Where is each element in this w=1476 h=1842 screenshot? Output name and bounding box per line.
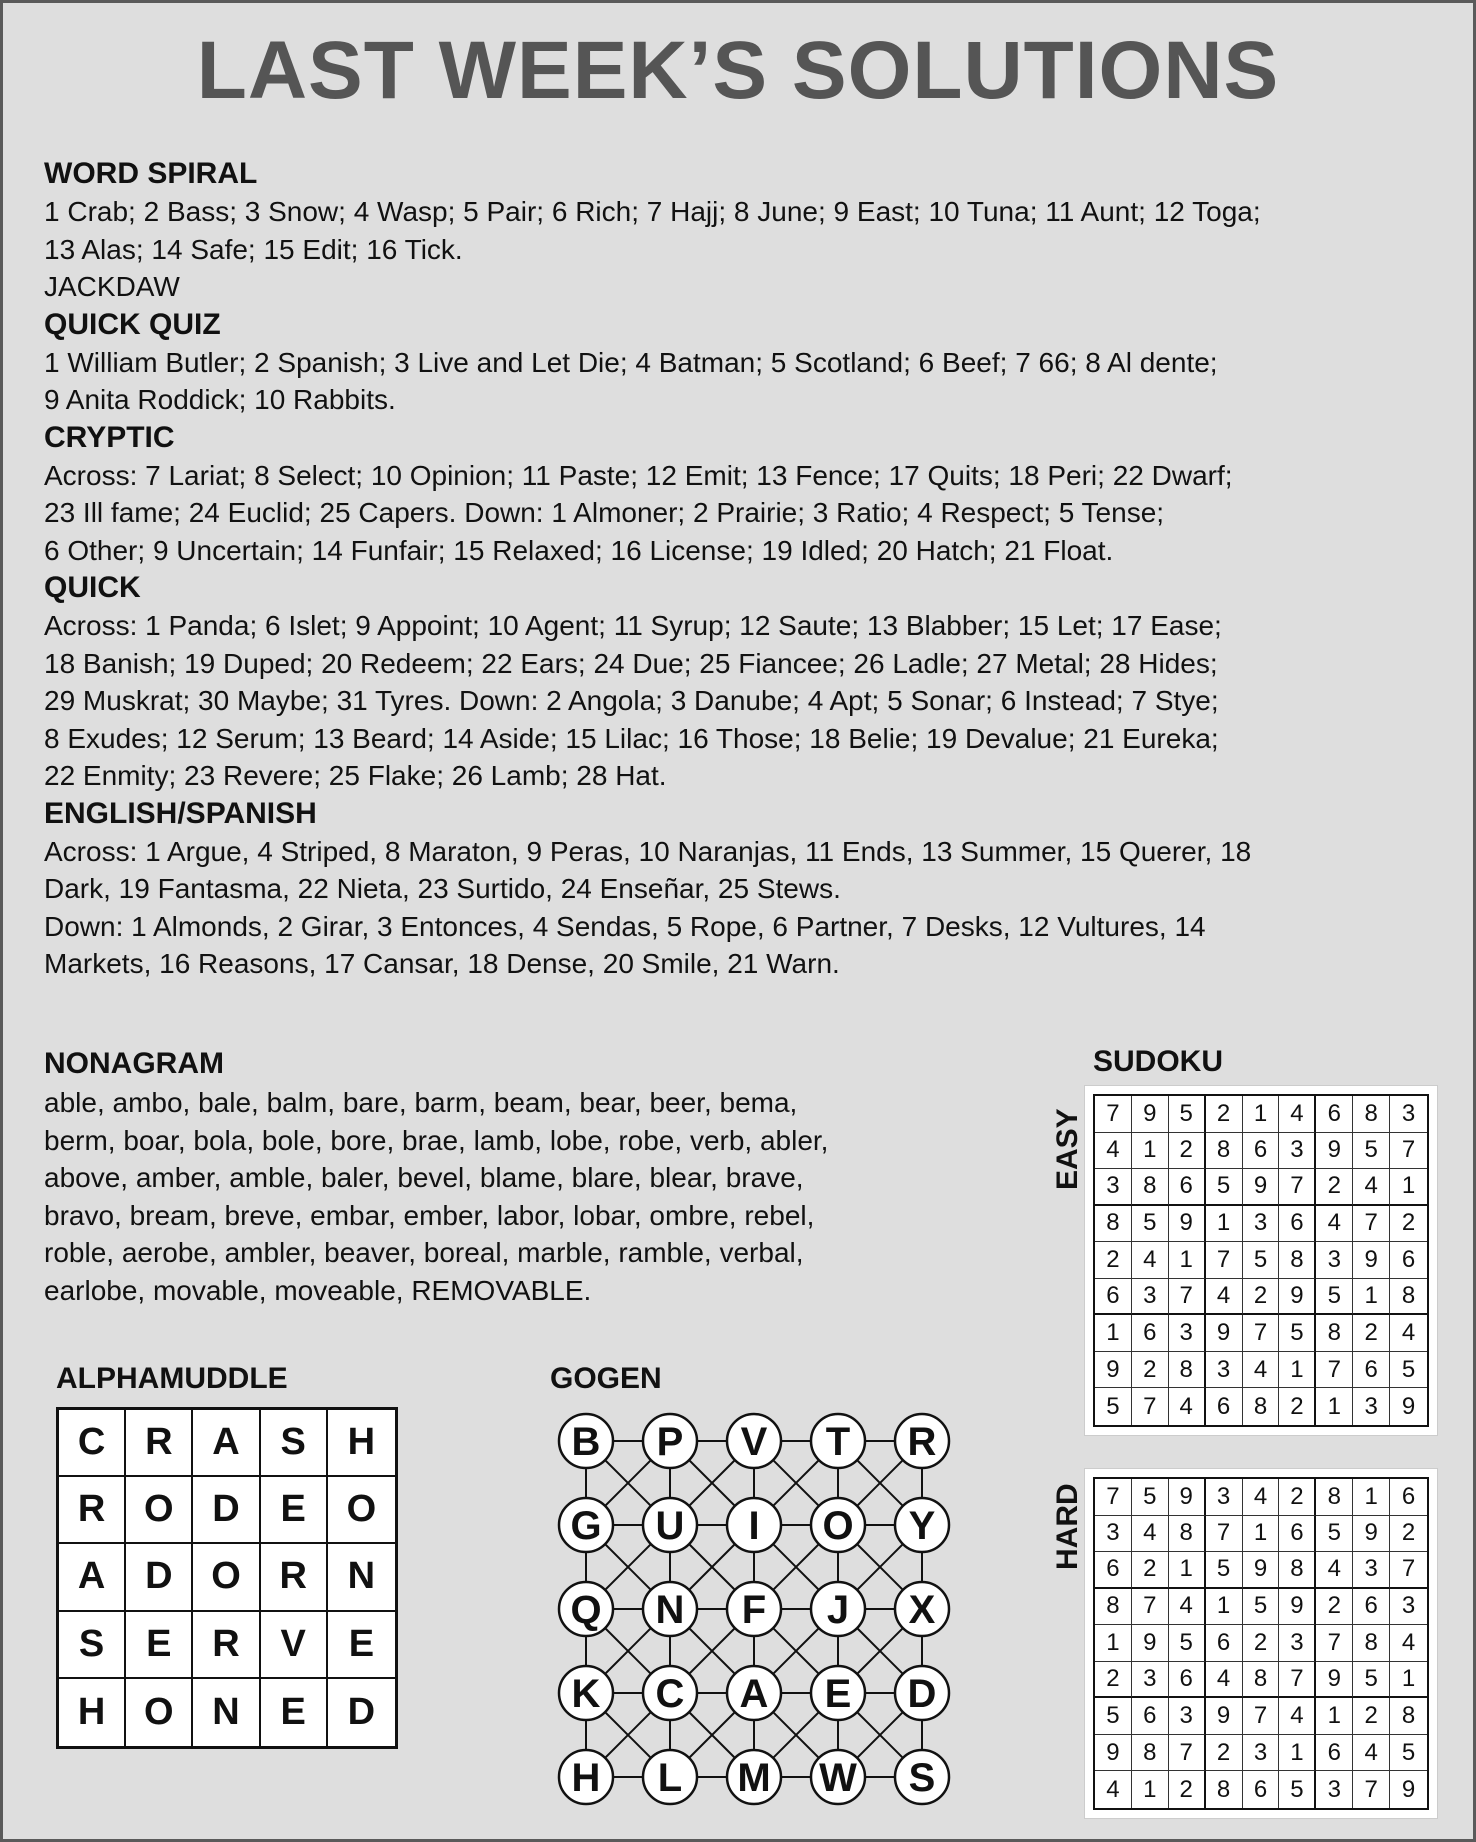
section-heading: ENGLISH/SPANISH	[44, 796, 317, 830]
alphamuddle-cell: R	[59, 1477, 126, 1544]
sudoku-cell: 9	[1132, 1096, 1169, 1133]
sudoku-cell: 5	[1169, 1625, 1206, 1662]
sudoku-cell: 1	[1316, 1388, 1353, 1425]
sudoku-cell: 5	[1353, 1133, 1390, 1170]
section-line: Down: 1 Almonds, 2 Girar, 3 Entonces, 4 Sendas, 5 Rope, 6 Partner, 7 Desks, 12 Vultures, 14	[44, 910, 1206, 942]
sudoku-cell: 2	[1243, 1279, 1280, 1316]
sudoku-cell: 7	[1095, 1479, 1132, 1516]
sudoku-cell: 7	[1095, 1096, 1132, 1133]
section-line: 6 Other; 9 Uncertain; 14 Funfair; 15 Relaxed; 16 License; 19 Idled; 20 Hatch; 21 Float.	[44, 534, 1114, 566]
section-line: JACKDAW	[44, 271, 180, 302]
sudoku-cell: 8	[1095, 1589, 1132, 1626]
sudoku-cell: 1	[1095, 1625, 1132, 1662]
sudoku-cell: 6	[1095, 1552, 1132, 1589]
sudoku-cell: 7	[1132, 1589, 1169, 1626]
sudoku-cell: 1	[1169, 1552, 1206, 1589]
sudoku-cell: 3	[1206, 1479, 1243, 1516]
gogen-heading: GOGEN	[550, 1362, 662, 1395]
gogen-letter: J	[826, 1588, 850, 1632]
sudoku-cell: 7	[1279, 1169, 1316, 1206]
alphamuddle-cell: R	[261, 1544, 328, 1611]
sudoku-cell: 1	[1206, 1589, 1243, 1626]
sudoku-cell: 3	[1095, 1169, 1132, 1206]
sudoku-cell: 1	[1169, 1242, 1206, 1279]
sudoku-cell: 1	[1243, 1096, 1280, 1133]
hard-label: HARD	[1051, 1483, 1084, 1570]
gogen-letter: I	[748, 1504, 760, 1548]
alphamuddle-cell: A	[59, 1544, 126, 1611]
alphamuddle-cell: R	[193, 1612, 260, 1679]
section-line: Across: 1 Panda; 6 Islet; 9 Appoint; 10 Agent; 11 Syrup; 12 Saute; 13 Blabber; 15 Let; 17 Ease;	[44, 610, 1222, 641]
sudoku-hard	[1085, 1469, 1437, 1818]
section-line: 1 William Butler; 2 Spanish; 3 Live and Let Die; 4 Batman; 5 Scotland; 6 Beef; 7 66; 8 Al dente;	[44, 346, 1218, 378]
alphamuddle-grid	[56, 1407, 398, 1749]
alphamuddle-cell: E	[261, 1679, 328, 1746]
sudoku-cell: 1	[1390, 1662, 1427, 1699]
section-line: 8 Exudes; 12 Serum; 13 Beard; 14 Aside; 15 Lilac; 16 Those; 18 Belie; 19 Devalue; 21 Eureka;	[44, 722, 1219, 754]
sudoku-cell: 4	[1095, 1771, 1132, 1808]
sudoku-cell: 2	[1243, 1625, 1280, 1662]
sudoku-cell: 7	[1390, 1133, 1427, 1170]
nonagram-line: bravo, bream, breve, embar, ember, labor, lobar, ombre, rebel,	[44, 1199, 815, 1231]
alphamuddle-cell: V	[261, 1612, 328, 1679]
section-line: Across: 7 Lariat; 8 Select; 10 Opinion; 11 Paste; 12 Emit; 13 Fence; 17 Quits; 18 Peri; 22 Dwarf;	[44, 459, 1233, 491]
sudoku-cell: 4	[1316, 1552, 1353, 1589]
sudoku-cell: 9	[1243, 1552, 1280, 1589]
sudoku-cell: 2	[1390, 1516, 1427, 1553]
sudoku-cell: 5	[1316, 1516, 1353, 1553]
alphamuddle-cell: E	[126, 1612, 193, 1679]
sudoku-cell: 4	[1206, 1662, 1243, 1699]
sudoku-cell: 7	[1353, 1206, 1390, 1243]
sudoku-cell: 6	[1390, 1242, 1427, 1279]
sudoku-cell: 3	[1243, 1206, 1280, 1243]
sudoku-cell: 4	[1279, 1698, 1316, 1735]
gogen-letter: P	[656, 1420, 684, 1464]
section-line: Markets, 16 Reasons, 17 Cansar, 18 Dense, 20 Smile, 21 Warn.	[44, 948, 840, 979]
gogen-letter: S	[908, 1756, 936, 1800]
sudoku-cell: 3	[1206, 1352, 1243, 1389]
nonagram-line: above, amber, amble, baler, bevel, blame, blare, blear, brave,	[44, 1162, 804, 1193]
sudoku-cell: 9	[1095, 1352, 1132, 1389]
gogen-letter: V	[740, 1420, 768, 1464]
nonagram-line: able, ambo, bale, balm, bare, barm, beam, bear, beer, bema,	[44, 1087, 798, 1118]
sudoku-cell: 9	[1206, 1698, 1243, 1735]
section-line: 29 Muskrat; 30 Maybe; 31 Tyres. Down: 2 Angola; 3 Danube; 4 Apt; 5 Sonar; 6 Instead; 7 Stye;	[44, 685, 1219, 716]
nonagram-line: berm, boar, bola, bole, bore, brae, lamb, lobe, robe, verb, abler,	[44, 1124, 829, 1156]
sudoku-cell: 1	[1390, 1169, 1427, 1206]
sudoku-cell: 9	[1401, 1392, 1416, 1420]
sudoku-cell: 8	[1095, 1206, 1132, 1243]
sudoku-cell: 6	[1279, 1516, 1316, 1553]
section-heading: QUICK	[44, 571, 141, 604]
alphamuddle-cell: N	[328, 1544, 395, 1611]
sudoku-cell: 7	[1169, 1735, 1206, 1772]
sudoku-cell: 3	[1279, 1133, 1316, 1170]
sudoku-cell: 7	[1243, 1698, 1280, 1735]
sudoku-cell: 9	[1316, 1133, 1353, 1170]
gogen-letter: N	[655, 1588, 685, 1632]
sudoku-cell: 9	[1243, 1169, 1280, 1206]
alphamuddle-cell: H	[59, 1679, 126, 1746]
sudoku-cell: 4	[1390, 1315, 1427, 1352]
sudoku-cell: 3	[1353, 1552, 1390, 1589]
sudoku-cell: 9	[1095, 1735, 1132, 1772]
sudoku-cell: 9	[1353, 1242, 1390, 1279]
sudoku-cell: 9	[1169, 1479, 1206, 1516]
sudoku-cell: 2	[1353, 1698, 1390, 1735]
gogen-letter: Q	[570, 1588, 602, 1632]
alphamuddle-cell: O	[126, 1679, 193, 1746]
sudoku-cell: 7	[1316, 1352, 1353, 1389]
sudoku-cell: 5	[1206, 1169, 1243, 1206]
sudoku-cell: 2	[1169, 1133, 1206, 1170]
gogen-letter: E	[824, 1672, 852, 1716]
sudoku-cell: 9	[1132, 1625, 1169, 1662]
sudoku-cell: 8	[1279, 1552, 1316, 1589]
alphamuddle-cell: N	[193, 1679, 260, 1746]
sudoku-cell: 4	[1169, 1589, 1206, 1626]
sudoku-cell: 6	[1390, 1479, 1427, 1516]
section-line: 22 Enmity; 23 Revere; 25 Flake; 26 Lamb; 28 Hat.	[44, 760, 667, 791]
sudoku-cell: 8	[1206, 1133, 1243, 1170]
sudoku-cell: 8	[1316, 1315, 1353, 1352]
sudoku-cell: 7	[1206, 1242, 1243, 1279]
alphamuddle-cell: A	[193, 1410, 260, 1477]
sudoku-cell: 8	[1243, 1388, 1280, 1425]
sudoku-cell: 5	[1243, 1242, 1280, 1279]
sudoku-cell: 3	[1316, 1242, 1353, 1279]
sudoku-cell: 4	[1243, 1352, 1280, 1389]
section-heading: CRYPTIC	[44, 420, 175, 454]
sudoku-cell: 6	[1243, 1771, 1280, 1808]
alphamuddle-cell: D	[347, 1690, 376, 1733]
sudoku-cell: 1	[1095, 1315, 1132, 1352]
sudoku-cell: 6	[1095, 1279, 1132, 1316]
sudoku-cell: 6	[1132, 1698, 1169, 1735]
sudoku-cell: 4	[1132, 1516, 1169, 1553]
sudoku-cell: 2	[1279, 1388, 1316, 1425]
section-line: 23 Ill fame; 24 Euclid; 25 Capers. Down: 1 Almoner; 2 Prairie; 3 Ratio; 4 Respect; 5 Tense;	[44, 497, 1165, 528]
sudoku-easy	[1085, 1086, 1437, 1435]
sudoku-cell: 2	[1390, 1206, 1427, 1243]
sudoku-cell: 2	[1169, 1771, 1206, 1808]
sudoku-cell: 6	[1316, 1096, 1353, 1133]
sudoku-cell: 3	[1390, 1096, 1427, 1133]
gogen-letter: B	[571, 1420, 601, 1464]
sudoku-cell: 6	[1353, 1352, 1390, 1389]
section-heading: WORD SPIRAL	[44, 157, 258, 190]
section-line: 9 Anita Roddick; 10 Rabbits.	[44, 384, 396, 415]
sudoku-cell: 4	[1243, 1479, 1280, 1516]
section-line: Across: 1 Argue, 4 Striped, 8 Maraton, 9 Peras, 10 Naranjas, 11 Ends, 13 Summer, 15 Querer, 18	[44, 835, 1252, 867]
sudoku-cell: 2	[1095, 1242, 1132, 1279]
sudoku-cell: 5	[1095, 1388, 1132, 1425]
sudoku-cell: 6	[1279, 1206, 1316, 1243]
sudoku-cell: 3	[1243, 1735, 1280, 1772]
sudoku-cell: 7	[1316, 1625, 1353, 1662]
sudoku-cell: 6	[1206, 1388, 1243, 1425]
sudoku-cell: 8	[1169, 1516, 1206, 1553]
sudoku-cell: 5	[1243, 1589, 1280, 1626]
sudoku-cell: 8	[1243, 1662, 1280, 1699]
sudoku-cell: 8	[1206, 1771, 1243, 1808]
sudoku-cell: 5	[1316, 1279, 1353, 1316]
sudoku-cell: 4	[1132, 1242, 1169, 1279]
sudoku-cell: 7	[1206, 1516, 1243, 1553]
sudoku-cell: 9	[1206, 1315, 1243, 1352]
sudoku-cell: 9	[1316, 1662, 1353, 1699]
sudoku-cell: 7	[1390, 1552, 1427, 1589]
alphamuddle-cell: H	[328, 1410, 395, 1477]
sudoku-cell: 3	[1132, 1279, 1169, 1316]
sudoku-cell: 9	[1279, 1279, 1316, 1316]
easy-label: EASY	[1051, 1108, 1084, 1190]
sudoku-cell: 8	[1390, 1698, 1427, 1735]
nonagram-heading: NONAGRAM	[44, 1047, 224, 1080]
sudoku-cell: 1	[1132, 1133, 1169, 1170]
gogen-letter: F	[741, 1588, 767, 1632]
gogen-letter: G	[570, 1504, 602, 1548]
sudoku-cell: 1	[1206, 1206, 1243, 1243]
sudoku-cell: 6	[1243, 1133, 1280, 1170]
sudoku-cell: 5	[1390, 1352, 1427, 1389]
sudoku-cell: 2	[1132, 1552, 1169, 1589]
sudoku-cell: 8	[1390, 1279, 1427, 1316]
sudoku-cell: 5	[1206, 1552, 1243, 1589]
sudoku-cell: 1	[1316, 1698, 1353, 1735]
sudoku-cell: 3	[1095, 1516, 1132, 1553]
gogen-letter: L	[657, 1756, 683, 1800]
sudoku-cell: 3	[1353, 1388, 1390, 1425]
sudoku-cell: 9	[1279, 1589, 1316, 1626]
gogen-letter: R	[907, 1420, 937, 1464]
sudoku-cell: 7	[1132, 1388, 1169, 1425]
gogen-letter: Y	[908, 1504, 936, 1548]
sudoku-cell: 2	[1095, 1662, 1132, 1699]
gogen-letter: D	[907, 1672, 937, 1716]
gogen-letter: T	[825, 1420, 851, 1464]
sudoku-cell: 5	[1132, 1479, 1169, 1516]
sudoku-cell: 4	[1169, 1388, 1206, 1425]
sudoku-cell: 5	[1169, 1096, 1206, 1133]
sudoku-cell: 2	[1206, 1096, 1243, 1133]
sudoku-cell: 8	[1353, 1625, 1390, 1662]
sudoku-cell: 1	[1279, 1735, 1316, 1772]
sudoku-cell: 5	[1353, 1662, 1390, 1699]
sudoku-cell: 9	[1401, 1775, 1416, 1803]
sudoku-cell: 4	[1279, 1096, 1316, 1133]
sudoku-cell: 4	[1353, 1735, 1390, 1772]
sudoku-cell: 5	[1279, 1771, 1316, 1808]
section-heading: QUICK QUIZ	[44, 307, 221, 341]
sudoku-cell: 1	[1353, 1479, 1390, 1516]
sudoku-cell: 2	[1132, 1352, 1169, 1389]
sudoku-cell: 5	[1095, 1698, 1132, 1735]
sudoku-cell: 3	[1279, 1625, 1316, 1662]
sudoku-cell: 5	[1279, 1315, 1316, 1352]
sudoku-cell: 7	[1353, 1771, 1390, 1808]
sudoku-cell: 8	[1132, 1735, 1169, 1772]
gogen-letter: H	[571, 1756, 601, 1800]
sudoku-cell: 6	[1353, 1589, 1390, 1626]
sudoku-cell: 8	[1316, 1479, 1353, 1516]
sudoku-cell: 8	[1279, 1242, 1316, 1279]
alphamuddle-cell: O	[126, 1477, 193, 1544]
sudoku-cell: 5	[1132, 1206, 1169, 1243]
sudoku-cell: 4	[1353, 1169, 1390, 1206]
alphamuddle-cell: E	[261, 1477, 328, 1544]
sudoku-cell: 8	[1132, 1169, 1169, 1206]
sudoku-cell: 4	[1390, 1625, 1427, 1662]
sudoku-cell: 3	[1169, 1698, 1206, 1735]
sudoku-cell: 9	[1353, 1516, 1390, 1553]
gogen-letter: O	[822, 1504, 854, 1548]
sudoku-cell: 3	[1316, 1771, 1353, 1808]
gogen-letter: U	[655, 1504, 685, 1548]
sudoku-cell: 3	[1390, 1589, 1427, 1626]
alphamuddle-cell: O	[328, 1477, 395, 1544]
nonagram-line: roble, aerobe, ambler, beaver, boreal, marble, ramble, verbal,	[44, 1237, 804, 1268]
gogen-letter: K	[571, 1672, 601, 1716]
alphamuddle-cell: D	[126, 1544, 193, 1611]
alphamuddle-cell: D	[193, 1477, 260, 1544]
sudoku-cell: 9	[1169, 1206, 1206, 1243]
sudoku-cell: 3	[1132, 1662, 1169, 1699]
text-solutions	[44, 155, 1444, 983]
sudoku-cell: 4	[1316, 1206, 1353, 1243]
alphamuddle-cell: O	[193, 1544, 260, 1611]
sudoku-cell: 8	[1169, 1352, 1206, 1389]
gogen-letter: M	[737, 1756, 771, 1800]
gogen-letter: W	[819, 1756, 857, 1800]
alphamuddle-cell: S	[59, 1612, 126, 1679]
sudoku-cell: 2	[1206, 1735, 1243, 1772]
nonagram-line: earlobe, movable, moveable, REMOVABLE.	[44, 1274, 592, 1306]
alphamuddle-cell: R	[126, 1410, 193, 1477]
sudoku-cell: 7	[1279, 1662, 1316, 1699]
section-line: 18 Banish; 19 Duped; 20 Redeem; 22 Ears; 24 Due; 25 Fiancee; 26 Ladle; 27 Metal; 28 Hides;	[44, 647, 1218, 679]
sudoku-cell: 2	[1316, 1169, 1353, 1206]
sudoku-cell: 1	[1353, 1279, 1390, 1316]
sudoku-cell: 5	[1390, 1735, 1427, 1772]
alphamuddle-cell: C	[59, 1410, 126, 1477]
sudoku-cell: 2	[1353, 1315, 1390, 1352]
sudoku-cell: 1	[1132, 1771, 1169, 1808]
sudoku-hard-grid	[1093, 1477, 1429, 1810]
section-line: 13 Alas; 14 Safe; 15 Edit; 16 Tick.	[44, 233, 463, 265]
sudoku-cell: 6	[1169, 1169, 1206, 1206]
sudoku-cell: 6	[1316, 1735, 1353, 1772]
alphamuddle-cell: E	[328, 1612, 395, 1679]
sudoku-cell: 2	[1279, 1479, 1316, 1516]
sudoku-cell: 6	[1132, 1315, 1169, 1352]
sudoku-cell: 6	[1169, 1662, 1206, 1699]
sudoku-cell: 4	[1206, 1279, 1243, 1316]
gogen-letter: A	[739, 1672, 769, 1716]
alphamuddle-heading: ALPHAMUDDLE	[56, 1362, 288, 1395]
gogen-grid	[553, 1408, 958, 1813]
sudoku-cell: 7	[1169, 1279, 1206, 1316]
sudoku-cell: 3	[1169, 1315, 1206, 1352]
sudoku-cell: 7	[1243, 1315, 1280, 1352]
alphamuddle-cell: S	[261, 1410, 328, 1477]
page-title: LAST WEEK’S SOLUTIONS	[196, 25, 1280, 116]
sudoku-cell: 8	[1353, 1096, 1390, 1133]
gogen-letter: X	[908, 1588, 936, 1632]
gogen-letter: C	[655, 1672, 685, 1716]
sudoku-cell: 6	[1206, 1625, 1243, 1662]
section-line: 1 Crab; 2 Bass; 3 Snow; 4 Wasp; 5 Pair; 6 Rich; 7 Hajj; 8 June; 9 East; 10 Tuna; 11 Aunt; 12 Toga;	[44, 196, 1261, 227]
sudoku-heading: SUDOKU	[1093, 1045, 1224, 1078]
sudoku-cell: 1	[1279, 1352, 1316, 1389]
sudoku-easy-grid	[1093, 1094, 1429, 1427]
sudoku-cell: 1	[1243, 1516, 1280, 1553]
sudoku-cell: 2	[1316, 1589, 1353, 1626]
section-line: Dark, 19 Fantasma, 22 Nieta, 23 Surtido, 24 Enseñar, 25 Stews.	[44, 873, 841, 904]
nonagram-words	[44, 1084, 994, 1309]
sudoku-cell: 4	[1095, 1133, 1132, 1170]
